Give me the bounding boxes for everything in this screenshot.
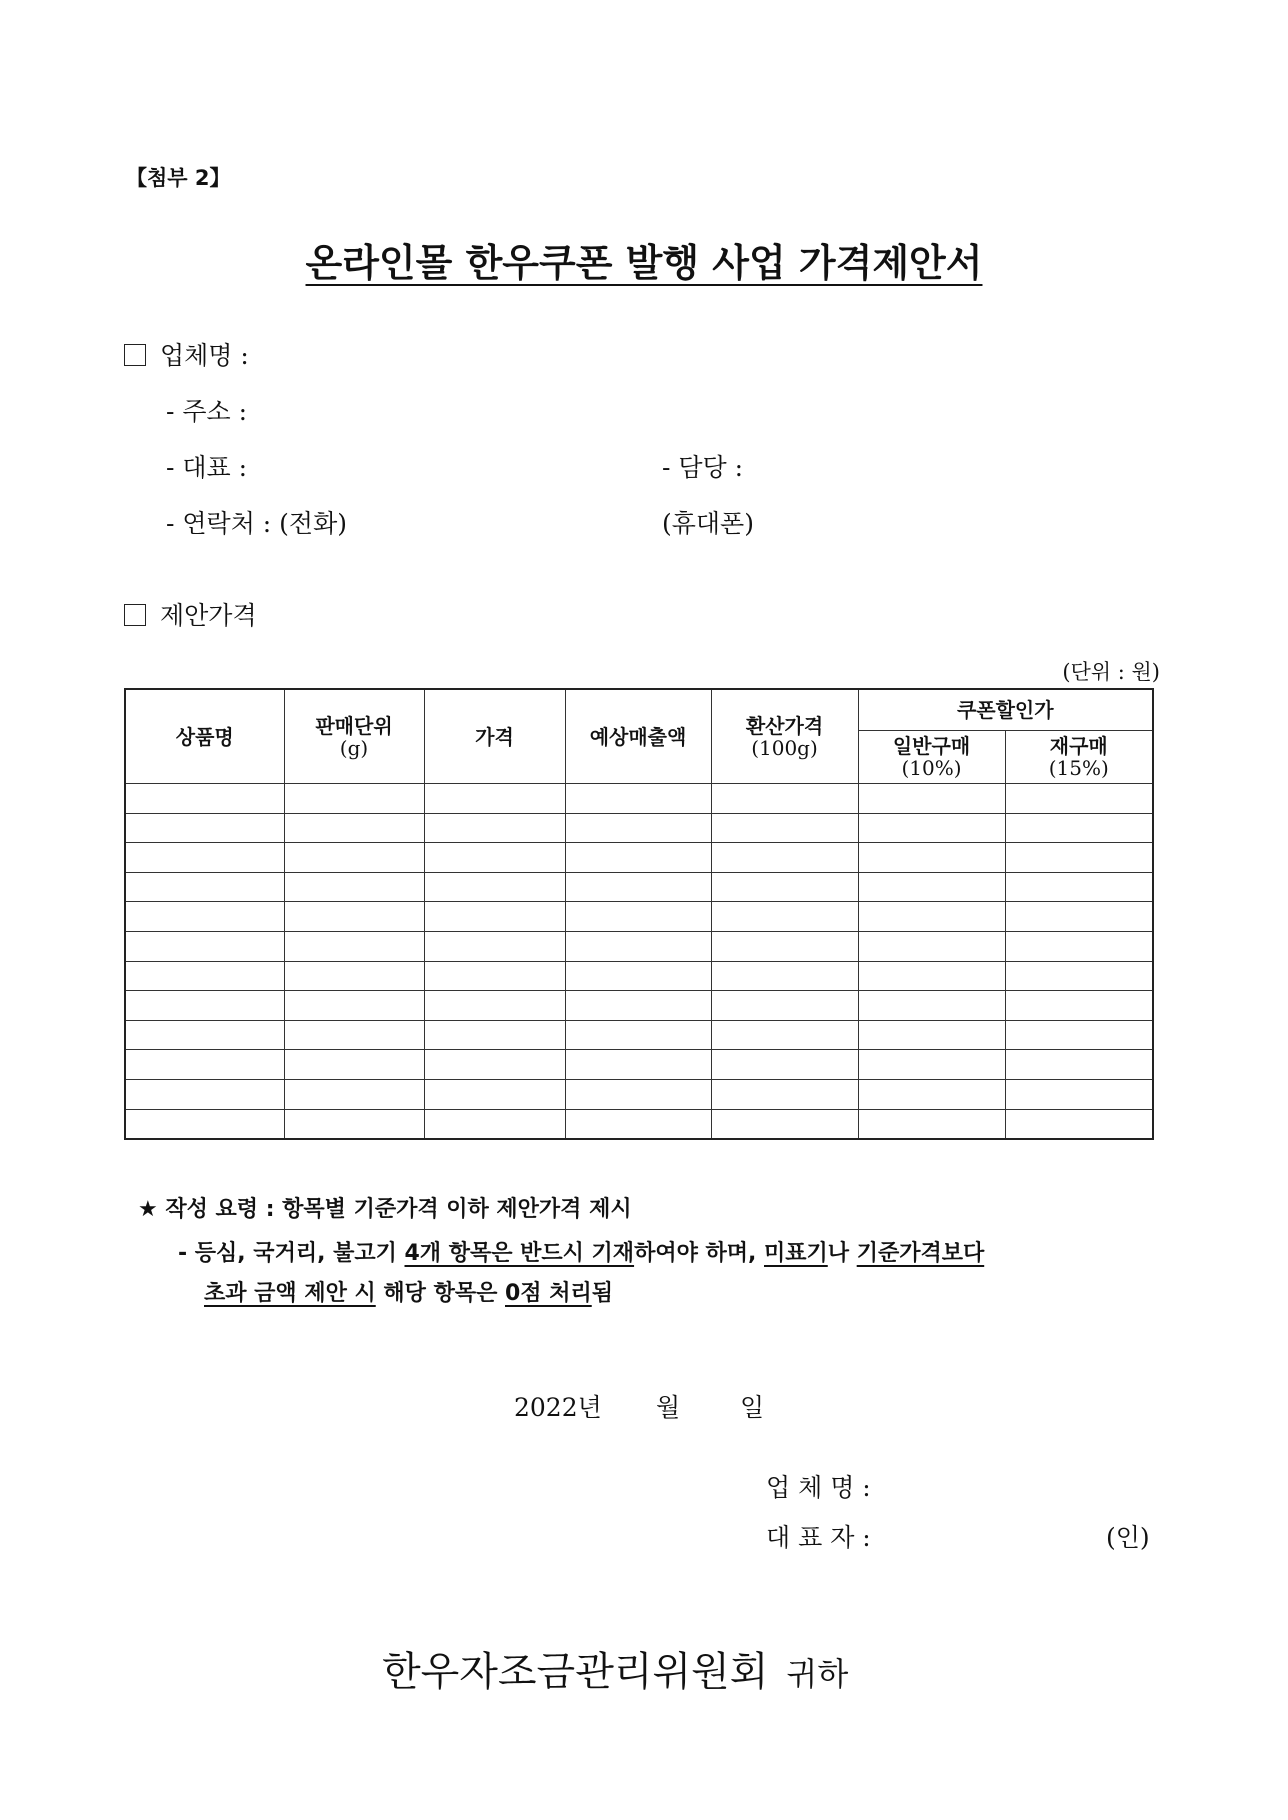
price-table [124,688,1154,1140]
table-cell [565,784,711,814]
table-cell [858,991,1005,1021]
checkbox-icon [124,344,146,366]
header-expected-sales: 예상매출액 [565,689,711,784]
table-cell [711,931,858,961]
table-cell [565,872,711,902]
table-cell [1005,1109,1153,1139]
guidelines-line-1-b: 4개 항목은 반드시 기재 [404,1241,635,1266]
table-cell [1005,931,1153,961]
address-field: - 주소 : [166,397,248,426]
date-year: 2022년 [514,1393,602,1422]
header-repurchase-sub: (15%) [1048,756,1109,780]
recipient-honorific: 귀하 [786,1655,849,1693]
table-cell [1005,1050,1153,1080]
table-cell [424,872,565,902]
contact-phone-field: - 연락처 : (전화) [166,509,347,538]
table-cell [858,843,1005,873]
table-cell [284,784,424,814]
price-section-label: 제안가격 [160,601,257,630]
table-cell [565,902,711,932]
table-cell [711,1109,858,1139]
table-cell [858,961,1005,991]
table-cell [125,931,284,961]
table-cell [125,1020,284,1050]
table-cell [424,784,565,814]
guidelines-line-2-a: 초과 금액 제안 시 [204,1281,376,1306]
checkbox-icon [124,604,146,626]
table-cell [858,813,1005,843]
table-cell [1005,784,1153,814]
table-cell [858,1050,1005,1080]
table-cell [125,961,284,991]
price-table-body [125,784,1153,1140]
table-cell [424,961,565,991]
company-section-heading [124,336,249,372]
table-cell [565,1079,711,1109]
table-row [125,961,1153,991]
table-cell [424,1109,565,1139]
table-cell [711,991,858,1021]
unit-label: (단위 : 원) [1062,660,1160,684]
table-cell [711,961,858,991]
table-cell [125,1109,284,1139]
table-cell [1005,902,1153,932]
table-cell [711,1020,858,1050]
guidelines-line-2 [204,1276,613,1307]
header-general-label: 일반구매 [892,734,971,758]
table-cell [125,784,284,814]
table-row [125,784,1153,814]
table-cell [711,813,858,843]
table-cell [284,902,424,932]
table-cell [424,813,565,843]
header-sales-unit-label: 판매단위 [315,713,393,738]
guidelines-line-2-c: 0점 처리 [505,1281,592,1306]
table-cell [711,1050,858,1080]
table-cell [424,1050,565,1080]
header-general [858,731,1005,784]
page-title-text: 온라인몰 한우쿠폰 발행 사업 가격제안서 [305,241,983,285]
table-row [125,991,1153,1021]
table-cell [424,1020,565,1050]
table-cell [424,843,565,873]
table-cell [125,1050,284,1080]
table-cell [1005,991,1153,1021]
attachment-label: 【첨부 2】 [126,166,231,190]
header-price: 가격 [424,689,565,784]
table-cell [1005,872,1153,902]
table-cell [565,931,711,961]
table-cell [284,961,424,991]
table-row [125,931,1153,961]
header-sales-unit-sub: (g) [339,735,369,760]
manager-field: - 담당 : [662,453,744,482]
guidelines-line-1 [178,1236,984,1267]
table-cell [1005,843,1153,873]
table-cell [424,931,565,961]
table-cell [125,843,284,873]
table-row [125,1020,1153,1050]
table-cell [424,902,565,932]
guidelines-line-1-a: - 등심, 국거리, 불고기 [178,1241,405,1266]
table-cell [858,1109,1005,1139]
company-name-label: 업체명 : [160,341,249,370]
table-cell [565,1050,711,1080]
header-converted-price-sub: (100g) [751,735,818,760]
table-cell [284,872,424,902]
table-cell [1005,1020,1153,1050]
table-cell [858,931,1005,961]
table-row [125,813,1153,843]
signature-company: 업 체 명 : [766,1473,871,1502]
table-cell [125,813,284,843]
header-converted-price [711,689,858,784]
table-cell [565,1109,711,1139]
table-cell [711,872,858,902]
table-cell [284,843,424,873]
table-cell [565,991,711,1021]
table-cell [858,902,1005,932]
table-cell [711,843,858,873]
table-row [125,843,1153,873]
table-cell [858,1020,1005,1050]
table-cell [424,1079,565,1109]
table-cell [284,1109,424,1139]
header-repurchase [1005,731,1153,784]
table-cell [284,813,424,843]
guidelines-line-1-f: 기준가격보다 [856,1241,985,1266]
header-general-sub: (10%) [901,756,962,780]
signature-representative: 대 표 자 : [766,1523,871,1552]
table-cell [1005,961,1153,991]
table-cell [711,784,858,814]
table-cell [565,813,711,843]
table-cell [284,991,424,1021]
price-section-heading [124,596,257,632]
guidelines-heading: ★ 작성 요령 : 항목별 기준가격 이하 제안가격 제시 [138,1197,632,1222]
table-cell [858,1079,1005,1109]
table-row [125,1109,1153,1139]
header-converted-price-label: 환산가격 [745,713,824,738]
table-cell [565,961,711,991]
table-cell [424,991,565,1021]
header-product: 상품명 [125,689,284,784]
table-cell [284,931,424,961]
table-cell [284,1020,424,1050]
header-sales-unit [284,689,424,784]
table-cell [858,872,1005,902]
header-coupon-price: 쿠폰할인가 [858,689,1153,731]
page-title [0,232,1288,287]
table-cell [711,902,858,932]
signature-seal: (인) [1106,1523,1150,1552]
guidelines-line-2-d: 됨 [591,1281,613,1306]
table-cell [1005,813,1153,843]
date-day: 일 [740,1393,765,1422]
table-cell [125,902,284,932]
table-cell [125,1079,284,1109]
recipient [382,1640,848,1697]
guidelines-line-2-b: 해당 항목은 [375,1281,505,1306]
guidelines-line-1-d: 미표기 [764,1241,828,1266]
table-cell [125,991,284,1021]
table-cell [1005,1079,1153,1109]
table-cell [125,872,284,902]
guidelines-line-1-c: 하여야 하며, [634,1241,764,1266]
date-month: 월 [656,1393,681,1422]
table-cell [858,784,1005,814]
table-row [125,1050,1153,1080]
header-repurchase-label: 재구매 [1049,734,1108,758]
table-row [125,902,1153,932]
contact-mobile-field: (휴대폰) [662,509,754,538]
table-cell [284,1079,424,1109]
table-cell [565,843,711,873]
table-cell [711,1079,858,1109]
table-row [125,872,1153,902]
table-row [125,1079,1153,1109]
guidelines-line-1-e: 나 [827,1241,857,1266]
table-cell [284,1050,424,1080]
recipient-name: 한우자조금관리위원회 [382,1649,769,1695]
table-cell [565,1020,711,1050]
representative-field: - 대표 : [166,453,248,482]
